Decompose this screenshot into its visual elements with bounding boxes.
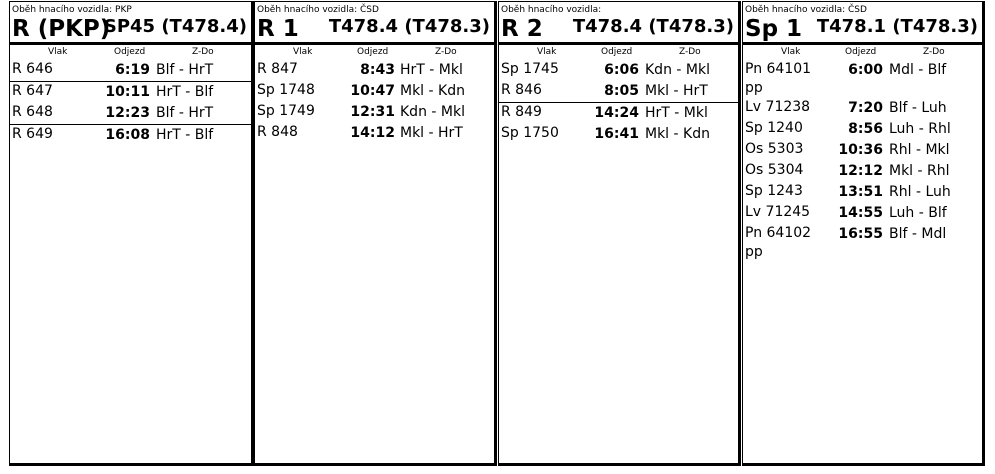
- card-loco-type: T478.1 (T478.3): [816, 16, 978, 37]
- route: Mkl - Kdn: [400, 83, 465, 99]
- card-caption: Oběh hnacího vozidla: PKP: [12, 5, 132, 15]
- table-row: [499, 81, 738, 103]
- col-train-header: Vlak: [537, 47, 557, 57]
- departure-time: 16:55: [838, 226, 883, 242]
- train-number: Lv 71238: [745, 99, 811, 115]
- schedule-rows: [10, 60, 251, 146]
- card-loco-type: SP45 (T478.4): [103, 16, 247, 37]
- schedule-rows: [499, 60, 738, 145]
- route: Rhl - Mkl: [889, 142, 950, 158]
- route: Kdn - Mkl: [645, 62, 710, 78]
- train-number: R 646: [12, 61, 53, 77]
- departure-time: 6:00: [848, 62, 883, 78]
- card-code: R 2: [501, 16, 543, 42]
- column-headers: [255, 45, 494, 60]
- table-row: [255, 60, 494, 81]
- departure-time: 10:47: [350, 83, 395, 99]
- train-number: R 848: [257, 124, 298, 140]
- route: HrT - Mkl: [400, 62, 463, 78]
- table-row: [743, 60, 982, 98]
- departure-time: 13:51: [838, 184, 883, 200]
- table-row: [743, 161, 982, 182]
- col-route-header: Z-Do: [192, 47, 214, 57]
- train-number: Os 5304: [745, 162, 804, 178]
- train-number: Lv 71245: [745, 204, 811, 220]
- schedule-rows: [255, 60, 494, 144]
- departure-time: 14:12: [350, 125, 395, 141]
- table-row: [10, 60, 251, 82]
- departure-time: 8:05: [604, 83, 639, 99]
- card-caption: Oběh hnacího vozidla:: [501, 5, 602, 15]
- route: HrT - Mkl: [645, 105, 708, 121]
- card-code: Sp 1: [745, 16, 803, 42]
- table-row: [255, 81, 494, 102]
- table-row: [743, 140, 982, 161]
- card-code: R 1: [257, 16, 299, 42]
- column-headers: [10, 45, 251, 60]
- train-number: Os 5303: [745, 141, 804, 157]
- route: Blf - HrT: [156, 62, 214, 78]
- train-number: Pn 64102 pp: [745, 225, 812, 260]
- departure-time: 6:06: [604, 62, 639, 78]
- departure-time: 12:23: [105, 105, 150, 121]
- route: Rhl - Luh: [889, 184, 951, 200]
- route: Blf - HrT: [156, 105, 214, 121]
- route: Kdn - Mkl: [400, 104, 465, 120]
- col-train-header: Vlak: [781, 47, 801, 57]
- departure-time: 16:08: [105, 127, 150, 143]
- col-train-header: Vlak: [48, 47, 68, 57]
- route: Mkl - HrT: [645, 83, 708, 99]
- table-row: [743, 224, 982, 262]
- table-row: [499, 60, 738, 81]
- table-row: [743, 98, 982, 119]
- card-header: [10, 2, 251, 45]
- departure-time: 12:12: [838, 163, 883, 179]
- table-row: [743, 119, 982, 140]
- table-row: [10, 82, 251, 103]
- route: HrT - Blf: [156, 127, 214, 143]
- table-row: [10, 125, 251, 146]
- table-row: [10, 103, 251, 125]
- route: Luh - Blf: [889, 205, 947, 221]
- train-number: R 649: [12, 126, 53, 142]
- col-route-header: Z-Do: [679, 47, 701, 57]
- train-number: Sp 1748: [257, 82, 315, 98]
- col-train-header: Vlak: [293, 47, 313, 57]
- roster-card-r-1: [254, 1, 497, 466]
- route: HrT - Blf: [156, 84, 214, 100]
- train-number: Sp 1750: [501, 125, 559, 141]
- roster-card-r-2: [498, 1, 741, 466]
- col-departure-header: Odjezd: [601, 47, 633, 57]
- train-number: Sp 1749: [257, 103, 315, 119]
- train-number: Sp 1745: [501, 61, 559, 77]
- card-loco-type: T478.4 (T478.3): [572, 16, 734, 37]
- departure-time: 14:55: [838, 205, 883, 221]
- departure-time: 8:56: [848, 121, 883, 137]
- departure-time: 8:43: [360, 62, 395, 78]
- table-row: [499, 124, 738, 145]
- card-loco-type: T478.4 (T478.3): [328, 16, 490, 37]
- departure-time: 10:36: [838, 142, 883, 158]
- card-caption: Oběh hnacího vozidla: ČSD: [745, 5, 867, 15]
- column-headers: [499, 45, 738, 60]
- card-caption: Oběh hnacího vozidla: ČSD: [257, 5, 379, 15]
- card-header: [255, 2, 494, 45]
- departure-time: 14:24: [594, 105, 639, 121]
- col-departure-header: Odjezd: [845, 47, 877, 57]
- col-departure-header: Odjezd: [357, 47, 389, 57]
- departure-time: 12:31: [350, 104, 395, 120]
- roster-card-sp-1: [742, 1, 985, 466]
- table-row: [499, 103, 738, 124]
- table-row: [255, 123, 494, 144]
- route: Blf - Mdl: [889, 226, 947, 242]
- col-departure-header: Odjezd: [114, 47, 146, 57]
- train-number: R 847: [257, 61, 298, 77]
- train-number: R 846: [501, 82, 542, 98]
- train-number: Sp 1243: [745, 183, 803, 199]
- roster-card-r-pkp: [9, 1, 254, 466]
- departure-time: 6:19: [115, 62, 150, 78]
- table-row: [743, 182, 982, 203]
- departure-time: 7:20: [848, 100, 883, 116]
- train-number: Pn 64101 pp: [745, 61, 812, 96]
- table-row: [743, 203, 982, 224]
- route: Mkl - Kdn: [645, 126, 710, 142]
- train-number: R 647: [12, 83, 53, 99]
- departure-time: 10:11: [105, 84, 150, 100]
- train-number: R 648: [12, 104, 53, 120]
- route: Blf - Luh: [889, 100, 947, 116]
- card-header: [743, 2, 982, 45]
- schedule-rows: [743, 60, 982, 262]
- col-route-header: Z-Do: [435, 47, 457, 57]
- table-row: [255, 102, 494, 123]
- route: Mkl - HrT: [400, 125, 463, 141]
- route: Luh - Rhl: [889, 121, 951, 137]
- col-route-header: Z-Do: [923, 47, 945, 57]
- train-number: Sp 1240: [745, 120, 803, 136]
- departure-time: 16:41: [594, 126, 639, 142]
- route: Mkl - Rhl: [889, 163, 950, 179]
- column-headers: [743, 45, 982, 60]
- route: Mdl - Blf: [889, 62, 947, 78]
- card-code: R (PKP): [12, 16, 111, 42]
- train-number: R 849: [501, 104, 542, 120]
- card-header: [499, 2, 738, 45]
